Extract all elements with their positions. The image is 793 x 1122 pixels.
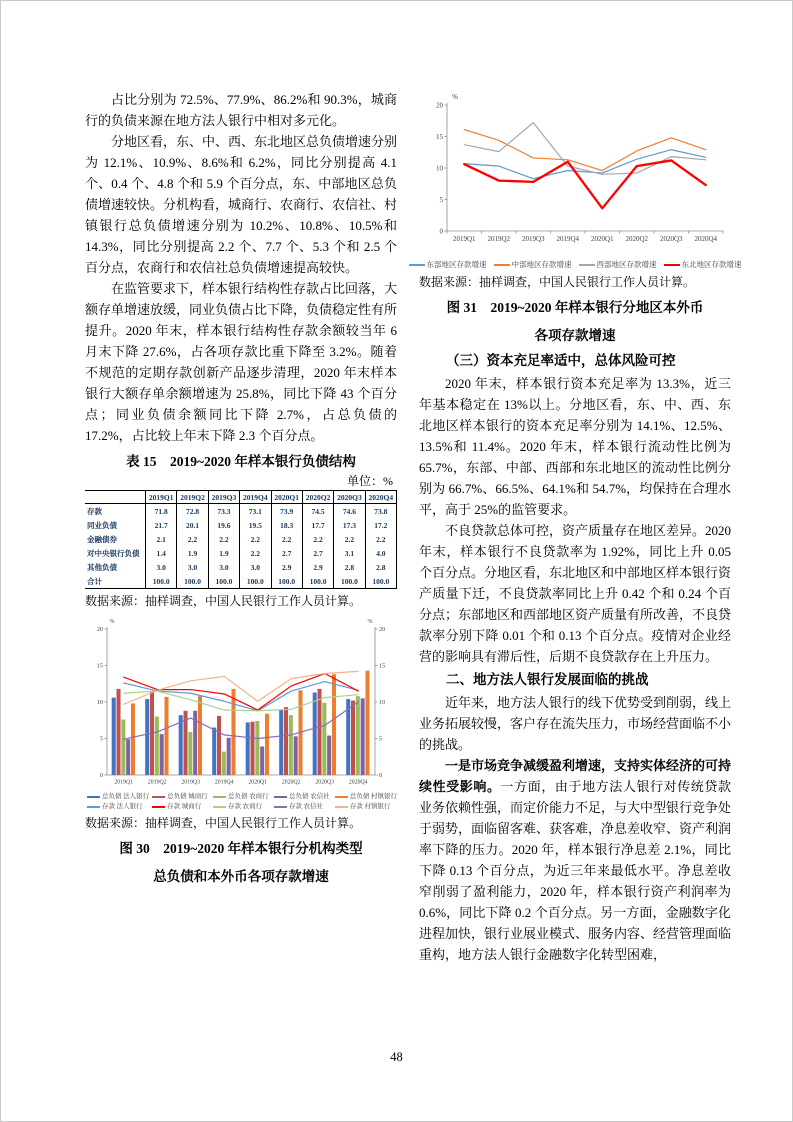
legend-swatch	[274, 796, 287, 799]
table15-unit-label: 单位：%	[347, 474, 393, 488]
right-column	[419, 89, 742, 965]
figure31-legend	[419, 260, 742, 270]
table-cell: 100.0	[271, 574, 302, 589]
legend-item	[579, 260, 657, 270]
table-cell: 73.8	[365, 504, 396, 519]
table-header-cell: 2019Q4	[240, 491, 271, 504]
paragraph: 近年来，地方法人银行的线下优势受到削弱，线上业务拓展较慢，客户存在流失压力，市场经营面临不小的挑战。	[419, 695, 732, 752]
table-header-cell: 2020Q2	[302, 491, 333, 504]
legend-item	[213, 803, 271, 811]
table-cell: 1.4	[146, 546, 177, 560]
svg-text:2020Q3: 2020Q3	[659, 235, 683, 243]
table-cell: 19.5	[240, 518, 271, 532]
table-cell: 2.2	[208, 532, 239, 546]
legend-label: 存款 法人银行	[102, 803, 143, 810]
legend-item	[409, 260, 487, 270]
table-cell: 2.7	[271, 546, 302, 560]
section-heading-capital-adequacy: （三）资本充足率适中，总体风险可控	[446, 353, 676, 368]
paragraph	[419, 755, 731, 965]
figure31-source: 数据来源：抽样调查，中国人民银行工作人员计算。	[419, 275, 696, 289]
table-cell: 4.0	[365, 546, 396, 560]
legend-label: 存款 农商行	[228, 803, 263, 810]
table-cell: 2.2	[271, 532, 302, 546]
svg-text:5: 5	[379, 735, 383, 743]
figure30-block	[85, 615, 397, 811]
table-row	[85, 518, 397, 532]
legend-item	[87, 803, 149, 811]
table-cell: 2.8	[365, 560, 396, 574]
legend-swatch	[213, 806, 226, 807]
table-cell: 2.2	[177, 532, 208, 546]
table-cell: 3.0	[208, 560, 239, 574]
svg-text:15: 15	[436, 132, 443, 141]
table-cell: 71.8	[146, 504, 177, 519]
table-cell: 17.3	[334, 518, 365, 532]
legend-item	[152, 793, 210, 801]
figure30-source: 数据来源：抽样调查，中国人民银行工作人员计算。	[85, 816, 362, 830]
table-cell: 2.9	[302, 560, 333, 574]
legend-swatch	[274, 806, 287, 807]
svg-text:2019Q2: 2019Q2	[487, 235, 511, 243]
table-cell: 21.7	[146, 518, 177, 532]
legend-swatch	[87, 796, 100, 799]
svg-text:10: 10	[96, 699, 103, 707]
table-cell: 1.9	[208, 546, 239, 560]
table-cell: 2.2	[302, 532, 333, 546]
table-cell: 100.0	[177, 574, 208, 589]
table-header-cell: 2019Q2	[177, 491, 208, 504]
svg-text:2020Q2: 2020Q2	[281, 779, 301, 786]
table-cell: 2.1	[146, 532, 177, 546]
table-row-label: 合计	[87, 576, 102, 586]
svg-text:%: %	[367, 619, 373, 625]
legend-label: 总负债 法人银行	[102, 793, 150, 800]
table-cell: 2.2	[365, 532, 396, 546]
legend-label: 存款 城商行	[167, 803, 202, 810]
table-cell: 2.8	[334, 560, 365, 574]
table15-caption: 表 15 2019~2020 年样本银行负债结构	[126, 454, 356, 469]
legend-item	[274, 793, 332, 801]
svg-text:5: 5	[439, 195, 443, 204]
page-number: 48	[390, 1050, 403, 1064]
table-cell: 72.8	[177, 504, 208, 519]
svg-text:2020Q4: 2020Q4	[694, 235, 718, 243]
legend-label: 存款 村镇银行	[349, 803, 391, 810]
legend-item	[152, 803, 210, 811]
table-header-cell: 2020Q4	[365, 491, 396, 504]
bars-总负债 城商行	[117, 689, 356, 775]
table-cell: 73.1	[240, 504, 271, 519]
table-cell: 100.0	[146, 574, 177, 589]
table-cell: 100.0	[208, 574, 239, 589]
figure31-caption-line2: 各项存款增速	[534, 328, 616, 343]
paragraph: 在监管要求下，样本银行结构性存款占比回落，大额存单增速放缓，同业负债占比下降，负债稳定性有所提升。2020 年末，样本银行结构性存款余额较当年 6 月末下降 27.6%，占各项存款比重下降至 3.2%。随着不规范的定期存款创新产品逐步清理，2020 年末样本银行大额存单余额增速为 25.8%，同比下降 43 个百分点；同业负债余额同比下降 2.7%，占总负债的 17.2%，占比较上年末下降 2.3 个百分点。	[85, 281, 398, 443]
table-header-cell: 2020Q3	[334, 491, 365, 504]
figure30-chart	[85, 615, 397, 791]
table-header-cell: 2019Q1	[146, 491, 177, 504]
table-cell: 100.0	[365, 574, 396, 589]
paragraph: 占比分别为 72.5%、77.9%、86.2%和 90.3%，城商行的负债来源在地方法人银行中相对多元化。	[85, 92, 397, 128]
svg-text:2019Q4: 2019Q4	[556, 235, 580, 243]
table-row-label: 存款	[87, 506, 102, 516]
svg-text:2019Q1: 2019Q1	[114, 779, 134, 786]
legend-label: 中部地区存款增速	[511, 260, 572, 269]
table-cell: 17.7	[302, 518, 333, 532]
table-row	[85, 546, 397, 560]
legend-line-swatch	[664, 264, 680, 267]
table-cell: 100.0	[334, 574, 365, 589]
legend-line-swatch	[579, 264, 595, 265]
table-cell: 2.9	[271, 560, 302, 574]
svg-text:2020Q2: 2020Q2	[625, 235, 649, 243]
legend-swatch	[335, 806, 348, 807]
table-row-label: 金融债券	[87, 534, 117, 544]
table-body	[85, 504, 397, 589]
svg-text:2019Q2: 2019Q2	[147, 779, 167, 786]
table-cell: 73.3	[208, 504, 239, 519]
svg-text:2019Q4: 2019Q4	[214, 779, 234, 786]
legend-line-swatch	[409, 264, 425, 265]
svg-text:5: 5	[99, 735, 103, 743]
legend-line-swatch	[494, 264, 510, 265]
svg-text:0: 0	[439, 227, 443, 236]
section-heading-challenges: 二、地方法人银行发展面临的挑战	[446, 672, 649, 687]
legend-item	[335, 793, 397, 801]
legend-label: 西部地区存款增速	[596, 260, 657, 269]
svg-text:2019Q3: 2019Q3	[521, 235, 545, 243]
two-column-layout	[85, 89, 742, 965]
legend-label: 总负债 农商行	[228, 793, 269, 800]
legend-swatch	[87, 806, 100, 807]
table-row	[85, 504, 397, 519]
figure31-chart	[419, 89, 731, 257]
table-cell: 3.0	[240, 560, 271, 574]
svg-text:10: 10	[379, 699, 386, 707]
legend-item	[213, 793, 271, 801]
paragraph: 2020 年末，样本银行资本充足率为 13.3%，近三年基本稳定在 13%以上。分地区看，东、中、西、东北地区样本银行的资本充足率分别为 14.1%、12.5%、13.5%和 11.4%。2020 年末，样本银行流动性比例为 65.7%，东部、中部、西部和东北地区的流动性比例分别为 66.7%、66.5%、64.1%和 54.7%，均保持在合理水平，高于 25%的监管要求。	[419, 376, 731, 517]
bars-总负债 农商行	[121, 696, 360, 775]
svg-text:20: 20	[379, 626, 386, 634]
table-row-label: 对中央银行负债	[87, 548, 140, 558]
svg-text:15: 15	[96, 662, 103, 670]
table-header-cell	[85, 491, 146, 504]
svg-text:2020Q1: 2020Q1	[590, 235, 614, 243]
svg-text:15: 15	[379, 662, 386, 670]
svg-text:2019Q1: 2019Q1	[452, 235, 476, 243]
table-cell: 73.9	[271, 504, 302, 519]
table-cell: 2.2	[334, 532, 365, 546]
legend-item	[87, 793, 149, 801]
table-cell: 74.6	[334, 504, 365, 519]
line-东部地区存款增速	[464, 150, 706, 179]
table-cell: 3.0	[177, 560, 208, 574]
table-row	[85, 574, 397, 589]
table-cell: 100.0	[302, 574, 333, 589]
svg-text:2019Q3: 2019Q3	[181, 779, 201, 786]
legend-item	[664, 260, 742, 270]
svg-text:10: 10	[436, 164, 443, 173]
table-cell: 100.0	[240, 574, 271, 589]
legend-swatch	[152, 806, 165, 807]
legend-label: 东部地区存款增速	[426, 260, 487, 269]
figure30-caption-line2: 总负债和本外币各项存款增速	[153, 869, 329, 884]
svg-text:20: 20	[436, 101, 443, 110]
liability-structure-table	[85, 490, 397, 589]
svg-text:0: 0	[99, 772, 103, 780]
svg-text:2020Q1: 2020Q1	[248, 779, 268, 786]
table-cell: 3.1	[334, 546, 365, 560]
table-row	[85, 532, 397, 546]
table-cell: 3.0	[146, 560, 177, 574]
left-column	[85, 89, 397, 965]
svg-text:2020Q4: 2020Q4	[348, 779, 368, 786]
table-header	[85, 491, 397, 504]
table-header-cell: 2020Q1	[271, 491, 302, 504]
legend-item	[494, 260, 572, 270]
table-header-cell: 2019Q3	[208, 491, 239, 504]
figure31-block	[419, 89, 742, 270]
legend-label: 总负债 城商行	[167, 793, 208, 800]
bars-总负债 村镇银行	[131, 671, 370, 775]
paragraph: 分地区看，东、中、西、东北地区总负债增速分别为 12.1%、10.9%、8.6%和 6.2%，同比分别提高 4.1 个、0.4 个、4.8 个和 5.9 个百分点，东、中部地区总负债增速较快。分机构看，城商行、农商行、农信社、村镇银行总负债增速分别为 10.2%、10.8%、10.5%和 14.3%，同比分别提高 2.2 个、7.7 个、5.3 个和 2.5 个百分点，农商行和农信社总负债增速提高较快。	[85, 134, 398, 275]
legend-label: 总负债 村镇银行	[349, 793, 397, 800]
table-cell: 2.2	[240, 546, 271, 560]
legend-item	[335, 803, 397, 811]
legend-label: 总负债 农信社	[288, 793, 330, 800]
figure31-caption-line1: 图 31 2019~2020 年样本银行分地区本外币	[446, 300, 704, 315]
table-cell: 17.2	[365, 518, 396, 532]
figure30-caption-line1: 图 30 2019~2020 年样本银行分机构类型	[119, 841, 363, 856]
table-cell: 2.7	[302, 546, 333, 560]
legend-swatch	[213, 796, 226, 799]
table15-source: 数据来源：抽样调查，中国人民银行工作人员计算。	[85, 594, 362, 608]
line-东北地区存款增速	[464, 160, 706, 208]
legend-item	[274, 803, 332, 811]
table-cell: 2.2	[240, 532, 271, 546]
table-cell: 74.5	[302, 504, 333, 519]
table-row-label: 同业负债	[87, 520, 117, 530]
legend-swatch	[335, 796, 348, 799]
line-存款 村镇银行	[124, 671, 359, 704]
svg-text:0: 0	[379, 772, 383, 780]
table-cell: 20.1	[177, 518, 208, 532]
table-header-row	[85, 491, 397, 504]
legend-swatch	[152, 796, 165, 799]
table-row	[85, 560, 397, 574]
table-cell: 18.3	[271, 518, 302, 532]
paragraph-bold-lead: 一是市场竞争减缓盈利增速，支持实体经济的可持续性受影响。	[419, 758, 732, 794]
figure30-legend	[87, 793, 397, 811]
legend-label: 存款 农信社	[288, 803, 324, 810]
table-cell: 19.6	[208, 518, 239, 532]
table-row-label: 其他负债	[87, 562, 117, 572]
svg-text:%: %	[109, 619, 115, 625]
svg-text:%: %	[452, 93, 458, 101]
paragraph: 不良贷款总体可控，资产质量存在地区差异。2020 年末，样本银行不良贷款率为 1.92%，同比上升 0.05 个百分点。分地区看，东北地区和中部地区样本银行资产质量下迁，不良贷款率同比上升 0.42 个和 0.24 个百分点；东部地区和西部地区资产质量有所改善，不良贷款率分别下降 0.01 个和 0.13 个百分点。疫情对企业经营的影响具有滞后性，后期不良贷款存在上升压力。	[419, 523, 732, 664]
svg-text:2020Q3: 2020Q3	[315, 779, 335, 786]
svg-text:20: 20	[96, 626, 103, 634]
paragraph-text: 一方面，由于地方法人银行对传统贷款业务依赖性强，而定价能力不足，与大中型银行竞争处于弱势，面临留客难、获客难，净息差收窄、资产利润率下降的压力。2020 年，样本银行净息差 2.1%，同比下降 0.13 个百分点，为近三年来最低水平。净息差收窄削弱了盈利能力，2020 年，样本银行资产利润率为 0.6%，同比下降 0.2 个百分点。另一方面，金融数字化进程加快，银行业展业模式、服务内容、经营管理面临重构，地方法人银行金融数字化转型困难，	[419, 779, 732, 962]
table-cell: 1.9	[177, 546, 208, 560]
legend-label: 东北地区存款增速	[681, 260, 742, 269]
